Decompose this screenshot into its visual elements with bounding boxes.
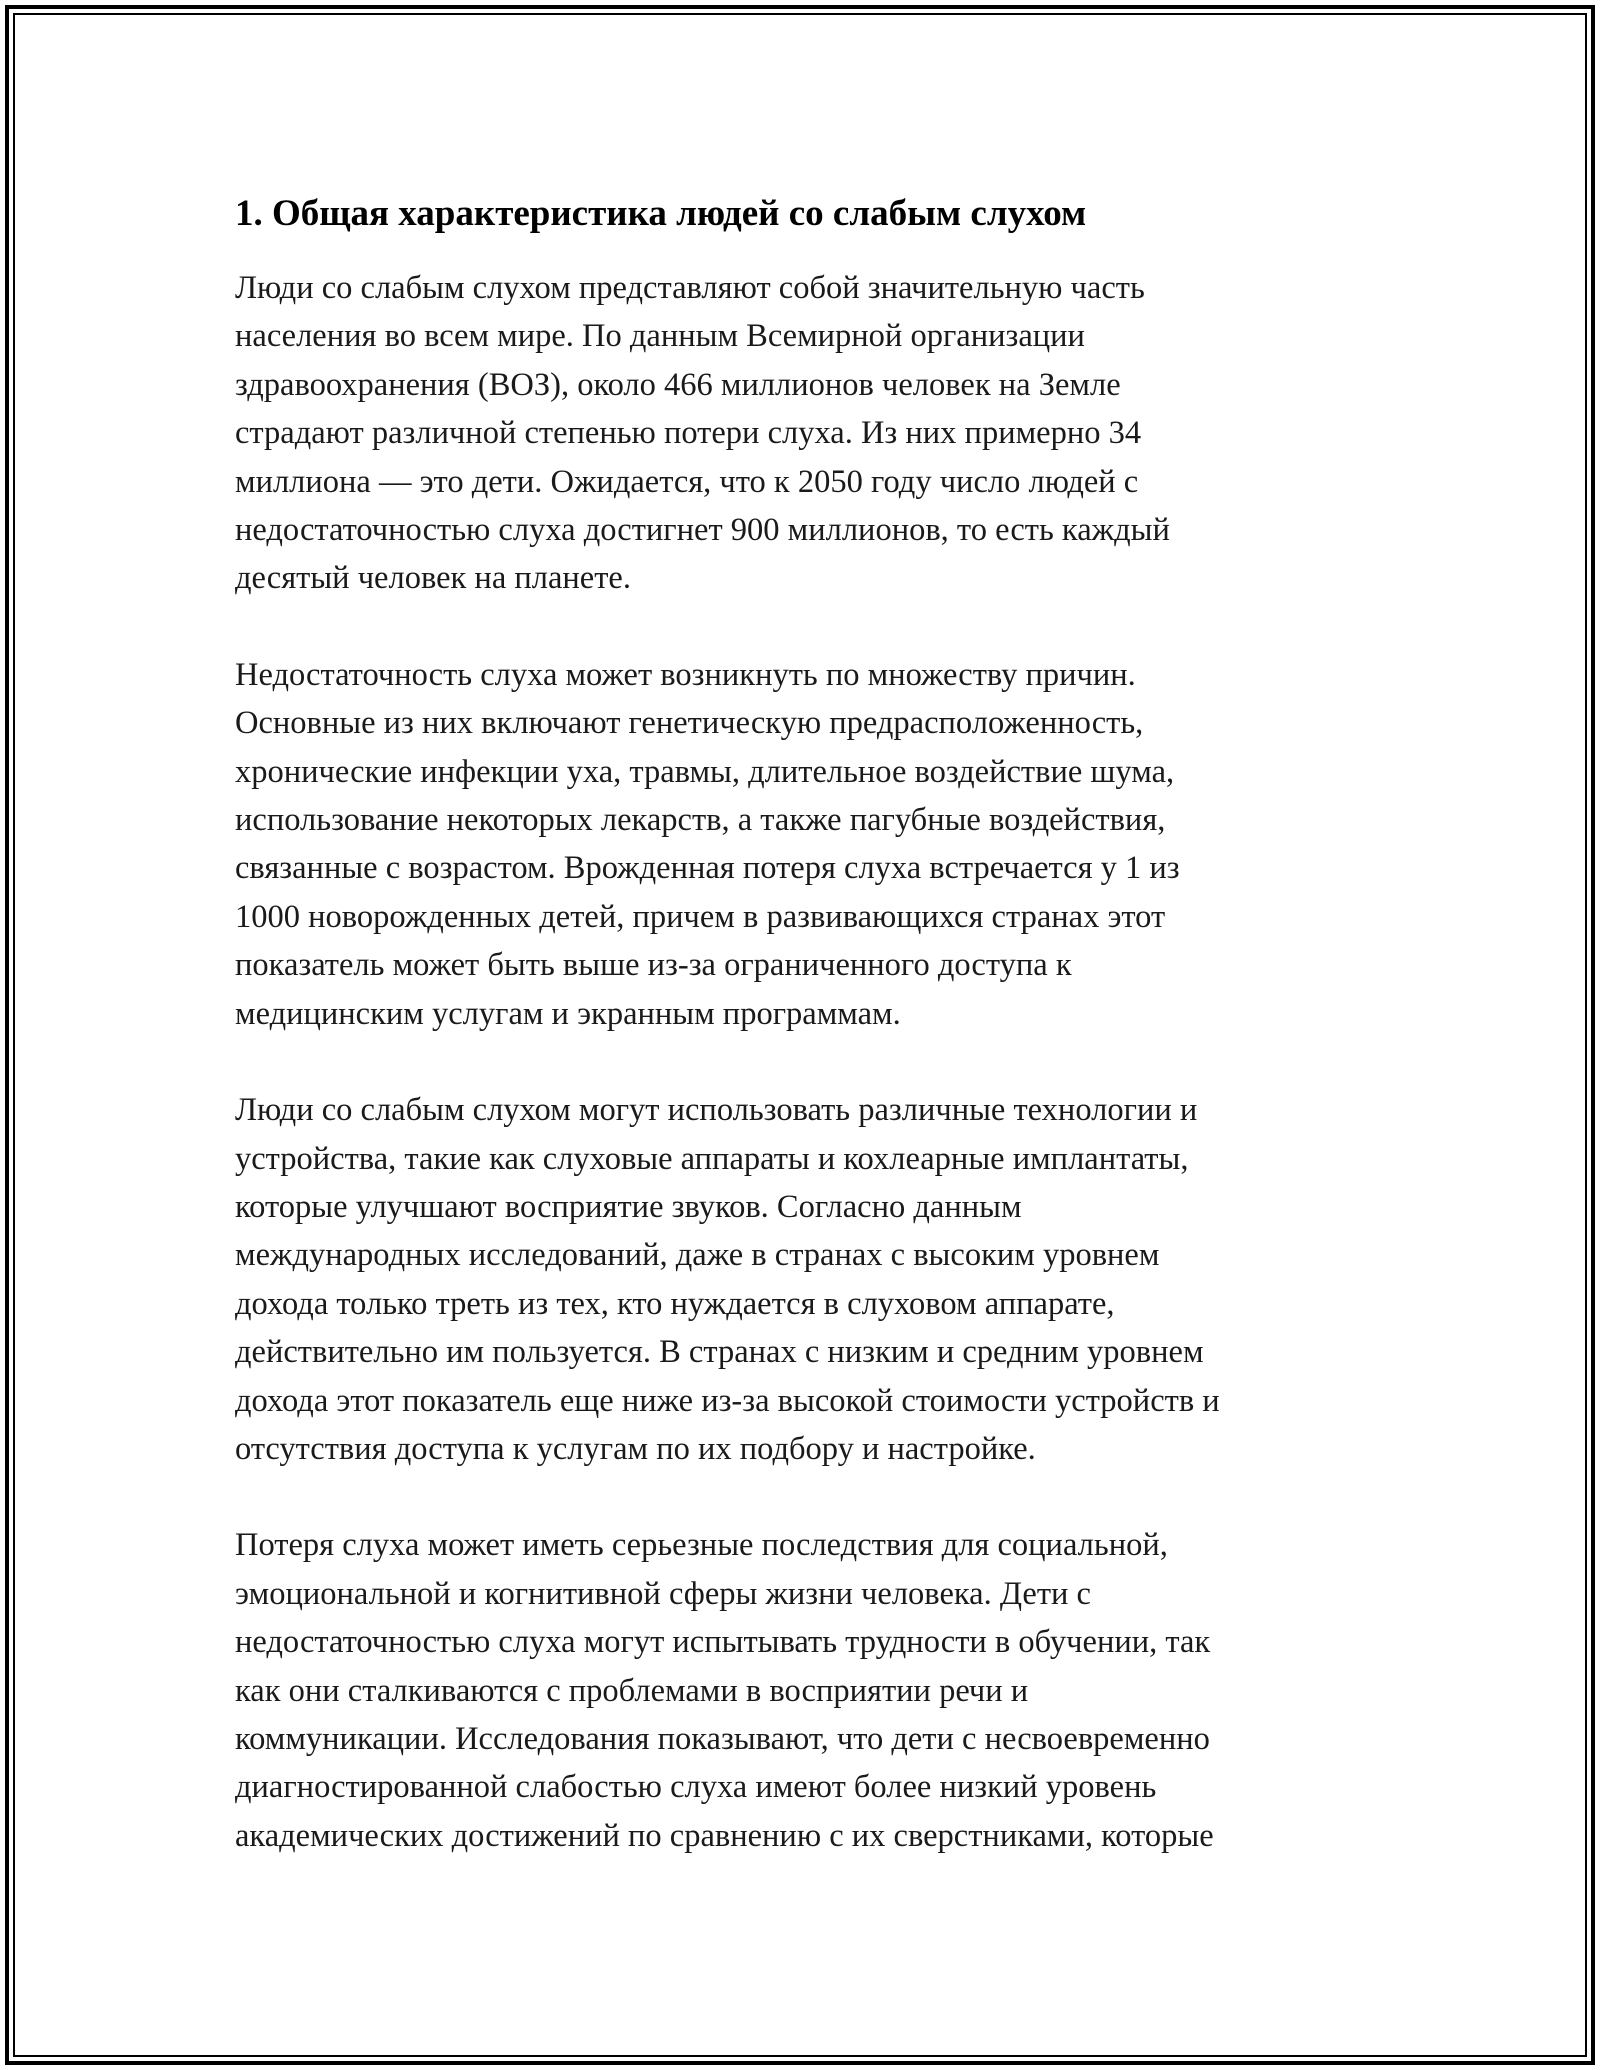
paragraph-line: здравоохранения (ВОЗ), около 466 миллионов человек на Земле xyxy=(235,366,1121,403)
section-heading: 1. Общая характеристика людей со слабым слухом xyxy=(235,193,1087,234)
paragraph-line: дохода только треть из тех, кто нуждается в слуховом аппарате, xyxy=(235,1285,1115,1322)
paragraph-line: коммуникации. Исследования показывают, что дети с несвоевременно xyxy=(235,1720,1210,1757)
paragraph-line: Люди со слабым слухом представляют собой значительную часть xyxy=(235,270,1145,306)
paragraph-line: эмоциональной и когнитивной сферы жизни человека. Дети с xyxy=(235,1575,1091,1612)
paragraph-technologies xyxy=(235,1086,1365,1473)
paragraph-prevalence xyxy=(235,264,1365,603)
paragraph-line: Люди со слабым слухом могут использовать различные технологии и xyxy=(235,1092,1198,1129)
paragraph-line: использование некоторых лекарств, а также пагубные воздействия, xyxy=(235,802,1166,839)
document-body xyxy=(235,186,1365,1908)
paragraph-causes xyxy=(235,651,1365,1038)
paragraph-line: международных исследований, даже в странах с высоким уровнем xyxy=(235,1237,1160,1274)
paragraph-line: действительно им пользуется. В странах с низким и средним уровнем xyxy=(235,1334,1204,1371)
paragraph-line: показатель может быть выше из-за ограниченного доступа к xyxy=(235,947,1072,984)
paragraph-line: страдают различной степенью потери слуха. Из них примерно 34 xyxy=(235,415,1142,452)
paragraph-line: Основные из них включают генетическую предрасположенность, xyxy=(235,705,1144,742)
paragraph-line: хронические инфекции уха, травмы, длительное воздействие шума, xyxy=(235,753,1175,790)
paragraph-line: недостаточностью слуха достигнет 900 миллионов, то есть каждый xyxy=(235,512,1170,549)
paragraph-line: связанные с возрастом. Врожденная потеря слуха встречается у 1 из xyxy=(235,850,1180,887)
paragraph-line: которые улучшают восприятие звуков. Согласно данным xyxy=(235,1188,1022,1225)
paragraph-line: медицинским услугам и экранным программам. xyxy=(235,995,901,1032)
paragraph-line: как они сталкиваются с проблемами в восприятии речи и xyxy=(235,1672,1029,1709)
paragraph-line: устройства, такие как слуховые аппараты и кохлеарные имплантаты, xyxy=(235,1140,1189,1177)
paragraph-line: диагностированной слабостью слуха имеют более низкий уровень xyxy=(235,1769,1157,1806)
paragraph-line: Потеря слуха может иметь серьезные последствия для социальной, xyxy=(235,1527,1168,1564)
paragraph-line: 1000 новорожденных детей, причем в развивающихся странах этот xyxy=(235,898,1166,935)
paragraph-line: населения во всем мире. По данным Всемирной организации xyxy=(235,318,1085,355)
paragraph-line: миллиона — это дети. Ожидается, что к 2050 году число людей с xyxy=(235,463,1139,500)
paragraph-line: Недостаточность слуха может возникнуть по множеству причин. xyxy=(235,656,1136,693)
paragraph-line: дохода этот показатель еще ниже из-за высокой стоимости устройств и xyxy=(235,1382,1220,1419)
paragraph-line: академических достижений по сравнению с их сверстниками, которые xyxy=(235,1817,1214,1854)
paragraph-line: отсутствия доступа к услугам по их подбору и настройке. xyxy=(235,1430,1036,1467)
paragraph-line: десятый человек на планете. xyxy=(235,560,631,597)
paragraph-consequences xyxy=(235,1521,1365,1860)
paragraph-line: недостаточностью слуха могут испытывать трудности в обучении, так xyxy=(235,1624,1211,1661)
